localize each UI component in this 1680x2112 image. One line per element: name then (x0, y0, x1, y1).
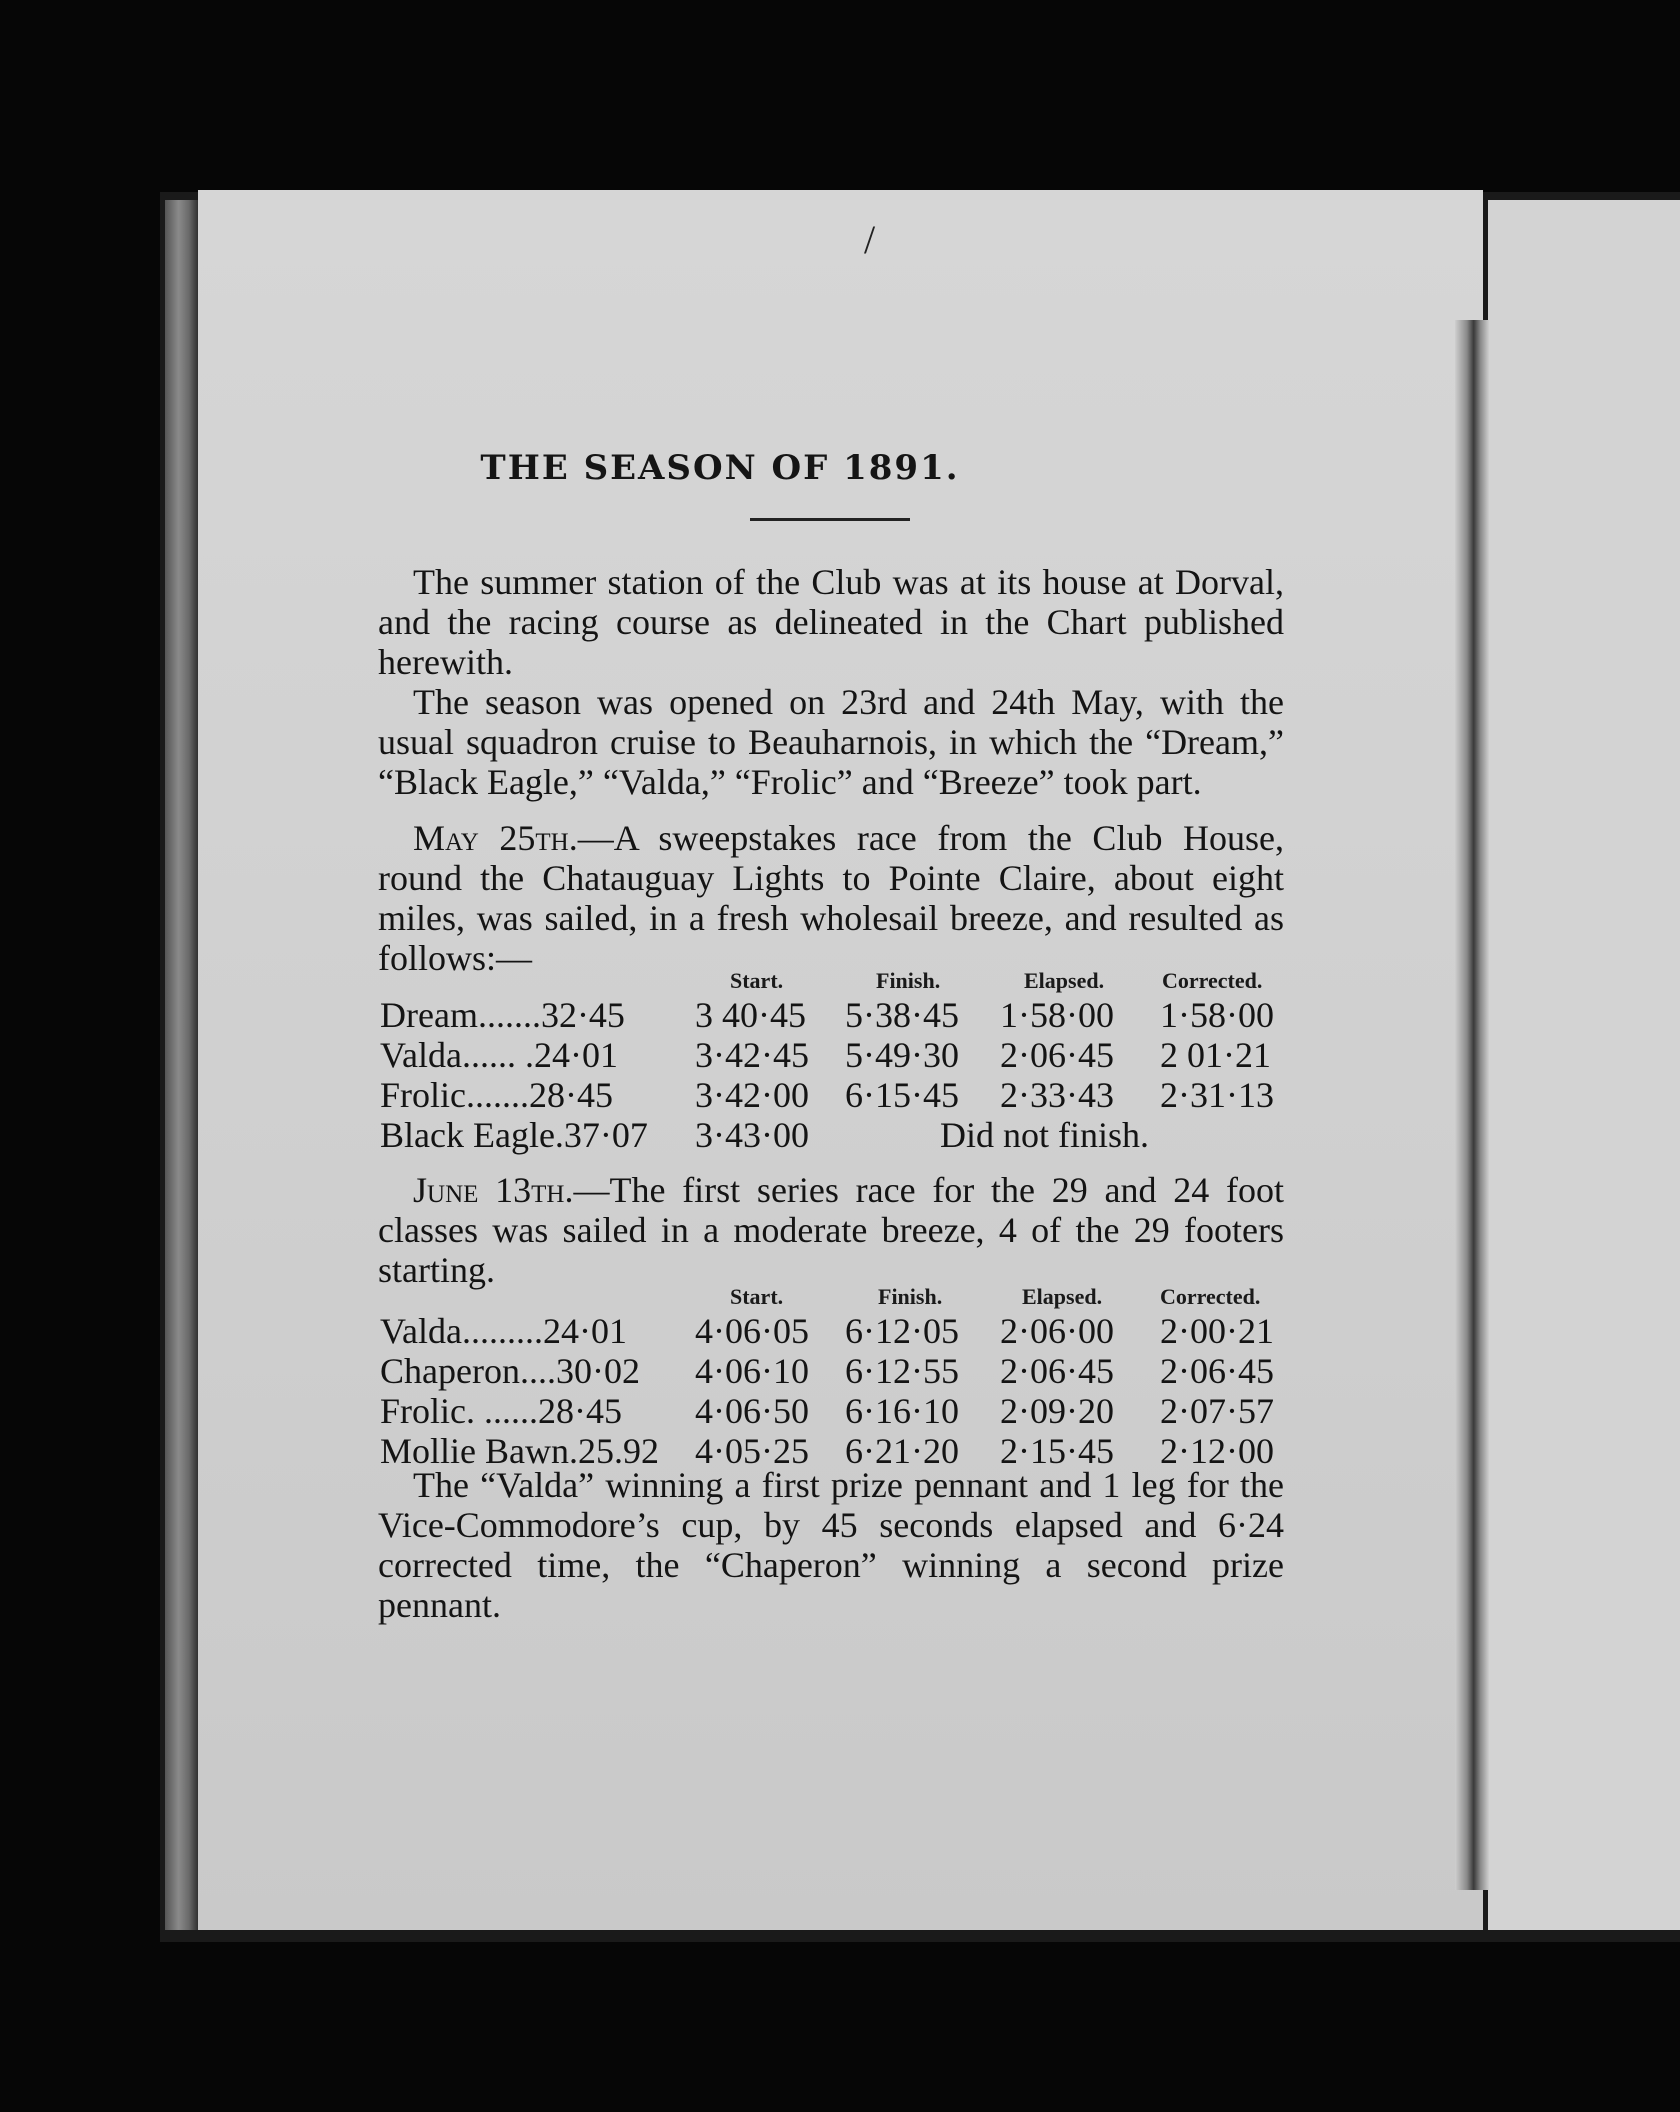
start-time: 4·06·50 (695, 1391, 809, 1431)
corrected-time: 2·00·21 (1160, 1311, 1274, 1351)
boat-name: Frolic.......28·45 (380, 1075, 613, 1115)
start-time: 4·05·25 (695, 1431, 809, 1471)
race1-text: —A sweepstakes race from the Club House, round the Chatauguay Lights to Pointe Claire, about eight miles, was sailed, in a fresh wholesail breeze, and resulted as follows:— (378, 818, 1285, 978)
elapsed-time: 2·09·20 (1000, 1391, 1114, 1431)
elapsed-time: 2·15·45 (1000, 1431, 1114, 1471)
intro-text-2: The season was opened on 23rd and 24th May, with the usual squadron cruise to Beauharnois, in which the “Dream,” “Black Eagle,” “Valda,” “Frolic” and “Breeze” took part. (378, 682, 1284, 802)
race1-header-elapsed: Elapsed. (1024, 968, 1105, 993)
corrected-time: 1·58·00 (1160, 995, 1274, 1035)
elapsed-time: 2·06·45 (1000, 1035, 1114, 1075)
elapsed-time: 2·06·00 (1000, 1311, 1114, 1351)
start-time: 4·06·10 (695, 1351, 809, 1391)
finish-time: 5·38·45 (845, 995, 959, 1035)
race2-result-text: The “Valda” winning a first prize pennant and 1 leg for the Vice-Commodore’s cup, by 45 seconds elapsed and 6·24 corrected time, the “Chaperon” winning a second prize pennant. (378, 1465, 1284, 1625)
race2-row (380, 1310, 1290, 1350)
boat-name: Frolic. ......28·45 (380, 1391, 622, 1431)
corrected-time: 2·06·45 (1160, 1351, 1274, 1391)
race2-paragraph (378, 1170, 1284, 1290)
race1-header-start: Start. (730, 968, 784, 993)
race1-row (380, 994, 1290, 1034)
facing-page (1488, 200, 1680, 1930)
start-time: 3·43·00 (695, 1115, 809, 1155)
boat-name: Dream.......32·45 (380, 995, 625, 1035)
stray-mark: / (864, 217, 876, 262)
start-time: 3·42·00 (695, 1075, 809, 1115)
page-title: THE SEASON OF 1891. (480, 448, 960, 488)
finish-time: 6·15·45 (845, 1075, 959, 1115)
race1-row (380, 1034, 1290, 1074)
boat-name: Valda...... .24·01 (380, 1035, 618, 1075)
race2-header-finish: Finish. (878, 1284, 943, 1309)
elapsed-time: 1·58·00 (1000, 995, 1114, 1035)
gutter-fold (1455, 320, 1489, 1890)
race2-result-paragraph (378, 1465, 1284, 1625)
finish-time: 5·49·30 (845, 1035, 959, 1075)
race2-row (380, 1390, 1290, 1430)
boat-name: Black Eagle.37·07 (380, 1115, 648, 1155)
race1-row (380, 1074, 1290, 1114)
race2-header-start: Start. (730, 1284, 784, 1309)
intro-paragraph-1 (378, 562, 1284, 682)
race2-text: —The first series race for the 29 and 24 foot classes was sailed in a moderate breeze, 4 of the 29 footers starting. (378, 1170, 1284, 1290)
race2-header-corrected: Corrected. (1160, 1284, 1261, 1309)
intro-paragraph-2 (378, 682, 1284, 802)
race1-header-finish: Finish. (876, 968, 941, 993)
corrected-time: 2·12·00 (1160, 1431, 1274, 1471)
race2-date: June 13th. (413, 1170, 574, 1210)
corrected-time: 2·07·57 (1160, 1391, 1274, 1431)
did-not-finish-note: Did not finish. (940, 1115, 1150, 1155)
race1-dnf-row (380, 1114, 1290, 1154)
boat-name: Chaperon....30·02 (380, 1351, 640, 1391)
race1-header-corrected: Corrected. (1162, 968, 1263, 993)
corrected-time: 2·31·13 (1160, 1075, 1274, 1115)
race2-header-elapsed: Elapsed. (1022, 1284, 1103, 1309)
title-rule (750, 518, 910, 521)
intro-text-1: The summer station of the Club was at its house at Dorval, and the racing course as delineated in the Chart published herewith. (378, 562, 1284, 682)
race1-paragraph (378, 818, 1284, 978)
finish-time: 6·16·10 (845, 1391, 959, 1431)
race1-date: May 25th. (413, 818, 578, 858)
start-time: 4·06·05 (695, 1311, 809, 1351)
start-time: 3 40·45 (695, 995, 806, 1035)
race2-row (380, 1430, 1290, 1470)
corrected-time: 2 01·21 (1160, 1035, 1271, 1075)
finish-time: 6·21·20 (845, 1431, 959, 1471)
finish-time: 6·12·05 (845, 1311, 959, 1351)
race2-row (380, 1350, 1290, 1390)
boat-name: Valda.........24·01 (380, 1311, 627, 1351)
finish-time: 6·12·55 (845, 1351, 959, 1391)
elapsed-time: 2·33·43 (1000, 1075, 1114, 1115)
boat-name: Mollie Bawn.25.92 (380, 1431, 659, 1471)
start-time: 3·42·45 (695, 1035, 809, 1075)
page-edges (165, 200, 199, 1930)
elapsed-time: 2·06·45 (1000, 1351, 1114, 1391)
